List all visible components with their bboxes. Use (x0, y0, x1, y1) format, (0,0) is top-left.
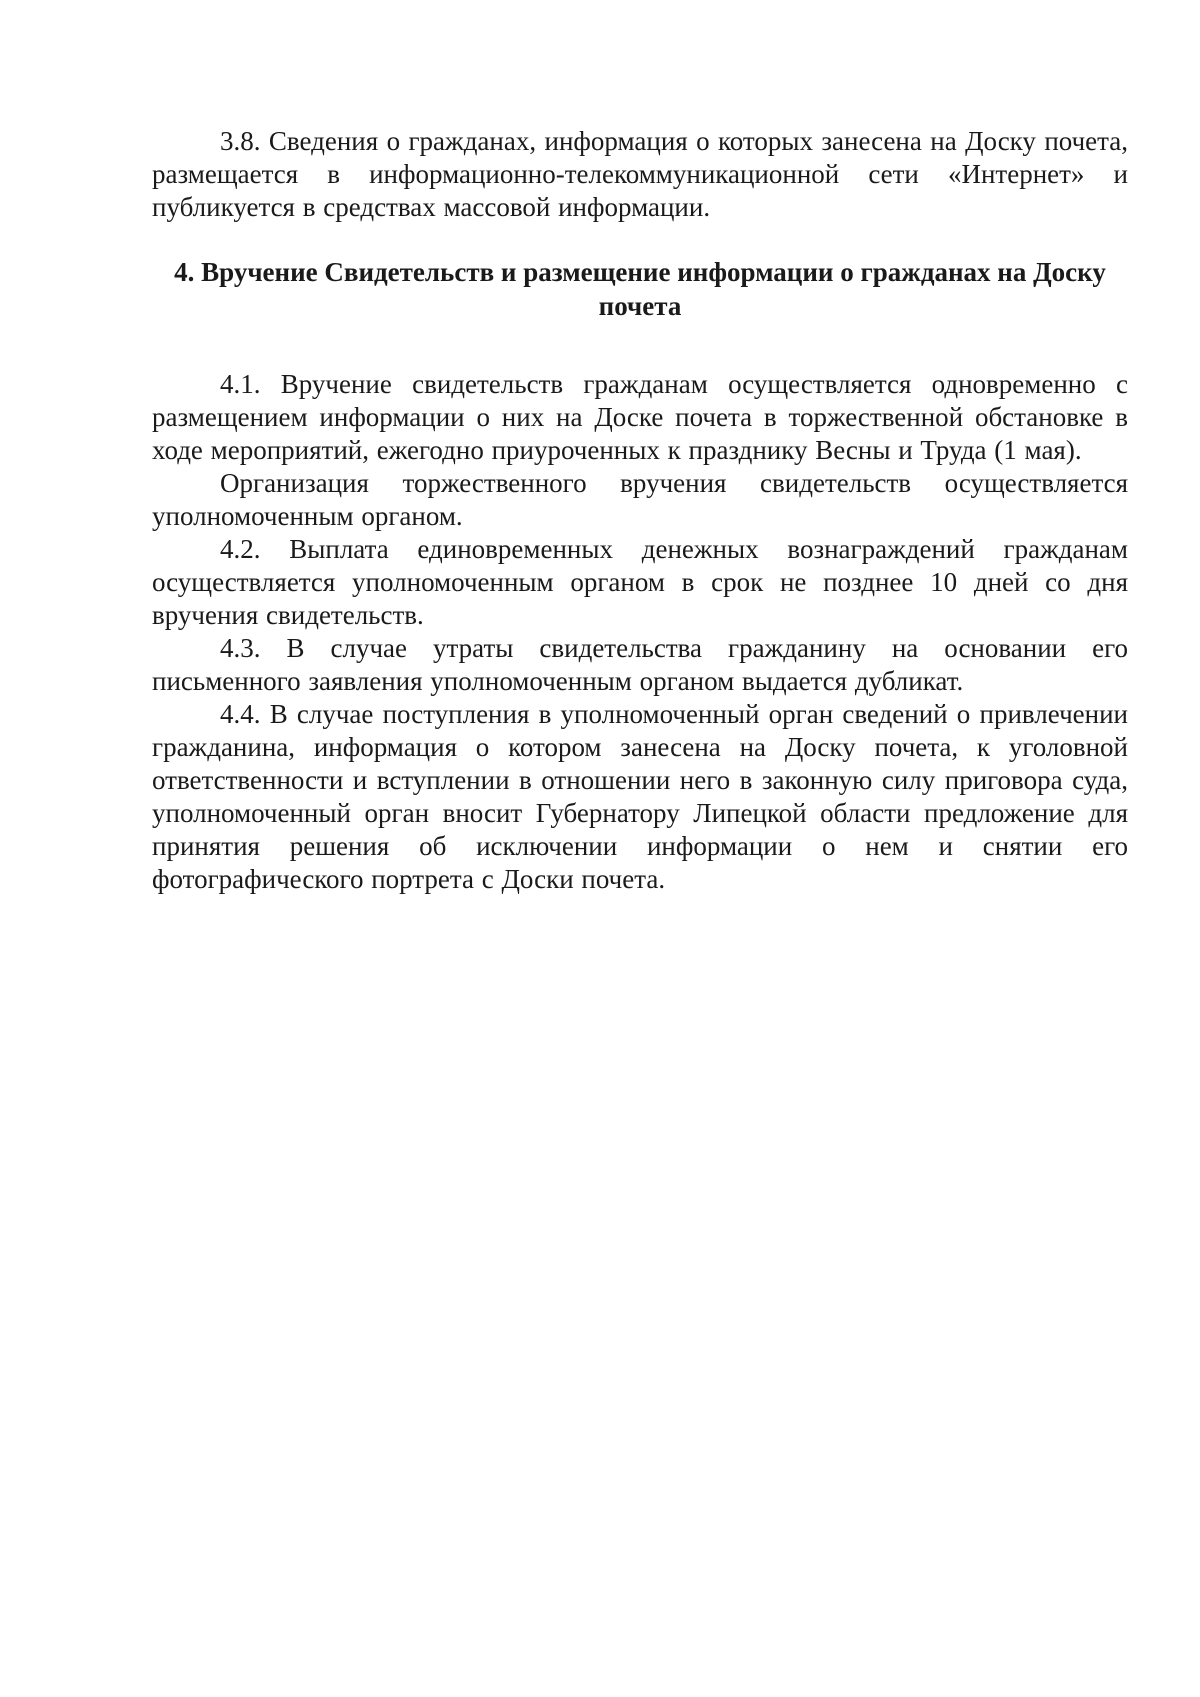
paragraph-4-3: 4.3. В случае утраты свидетельства гражданину на основании его письменного заявления уполномоченным органом выдается дубликат. (152, 633, 1128, 696)
section-3-text (152, 125, 1128, 224)
paragraph-4-4: 4.4. В случае поступления в уполномоченный орган сведений о привлечении гражданина, информация о котором занесена на Доску почета, к уголовной ответственности и вступлении в отношении него в законную силу приговора суда, уполномоченный орган вносит Губернатору Липецкой области предложение для принятия решения об исключении информации о нем и снятии его фотографического портрета с Доски почета. (152, 699, 1128, 894)
section-4-text (152, 368, 1128, 896)
paragraph-4-2: 4.2. Выплата единовременных денежных вознаграждений гражданам осуществляется уполномоченным органом в срок не позднее 10 дней со дня вручения свидетельств. (152, 534, 1128, 630)
section-4-heading: 4. Вручение Свидетельств и размещение информации о гражданах на Доску почета (174, 257, 1106, 321)
paragraph-4-1-b: Организация торжественного вручения свидетельств осуществляется уполномоченным органом. (152, 468, 1128, 531)
paragraph-4-1: 4.1. Вручение свидетельств гражданам осуществляется одновременно с размещением информации о них на Доске почета в торжественной обстановке в ходе мероприятий, ежегодно приуроченных к празднику Весны и Труда (1 мая). (152, 369, 1128, 465)
paragraph-3-8: 3.8. Сведения о гражданах, информация о которых занесена на Доску почета, размещается в информационно-телекоммуникационной сети «Интернет» и публикуется в средствах массовой информации. (152, 126, 1128, 222)
